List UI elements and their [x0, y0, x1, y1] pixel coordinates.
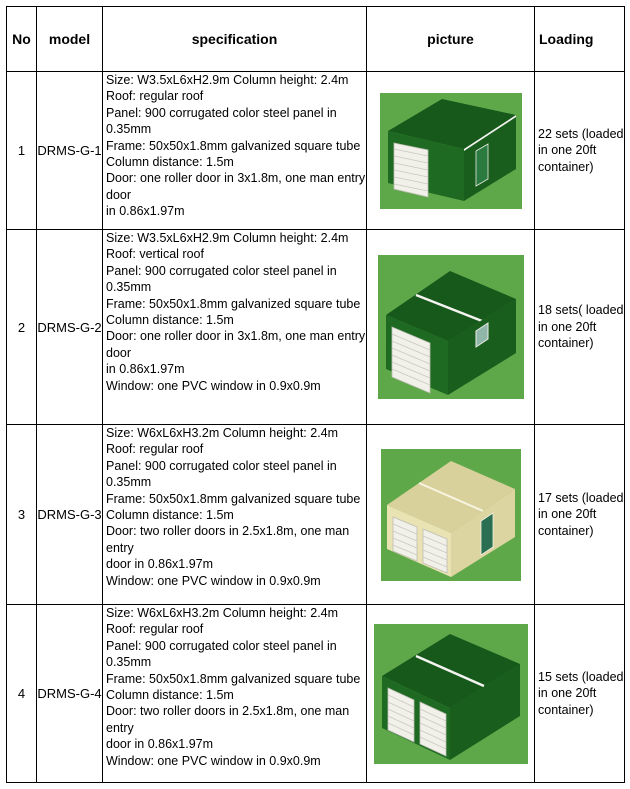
spec-column-distance: Column distance: 1.5m	[106, 688, 234, 703]
spec-door: Door: two roller doors in 2.5x1.8m, one man entry	[106, 524, 350, 555]
row-number: 2	[7, 230, 37, 425]
spec-door-size: in 0.86x1.97m	[106, 362, 185, 377]
shed-image-3	[381, 449, 521, 581]
spec-roof: Roof: regular roof	[106, 622, 204, 637]
row-number: 3	[7, 425, 37, 605]
model-code: DRMS-G-3	[37, 425, 103, 605]
table-row	[7, 72, 625, 230]
spec-door: Door: two roller doors in 2.5x1.8m, one man entry	[106, 704, 350, 735]
spec-size: Size: W6xL6xH3.2m Column height: 2.4m	[106, 426, 339, 440]
spec-door: Door: one roller door in 3x1.8m, one man entry door	[106, 171, 366, 202]
spec-frame: Frame: 50x50x1.8mm galvanized square tube	[106, 138, 361, 153]
header-no: No	[7, 7, 37, 72]
spec-panel: Panel: 900 corrugated color steel panel in 0.35mm	[106, 458, 337, 490]
loading-cell: 17 sets (loaded in one 20ft container)	[535, 425, 625, 605]
spec-size: Size: W3.5xL6xH2.9m Column height: 2.4m	[106, 73, 349, 87]
spec-panel: Panel: 900 corrugated color steel panel in 0.35mm	[106, 105, 337, 137]
spec-roof: Roof: regular roof	[106, 442, 204, 457]
row-number: 4	[7, 605, 37, 783]
shed-image-1	[380, 93, 522, 209]
spec-size: Size: W3.5xL6xH2.9m Column height: 2.4m	[106, 231, 349, 245]
spec-window: Window: one PVC window in 0.9x0.9m	[106, 753, 321, 768]
product-spec-table	[6, 6, 625, 783]
spec-window: Window: one PVC window in 0.9x0.9m	[106, 573, 321, 588]
model-code: DRMS-G-4	[37, 605, 103, 783]
loading-cell: 22 sets (loaded in one 20ft container)	[535, 72, 625, 230]
header-row	[7, 7, 625, 72]
row-number: 1	[7, 72, 37, 230]
spec-door-size: door in 0.86x1.97m	[106, 557, 214, 572]
spec-column-distance: Column distance: 1.5m	[106, 155, 234, 170]
table-row	[7, 605, 625, 783]
spec-frame: Frame: 50x50x1.8mm galvanized square tube	[106, 491, 361, 506]
table-row	[7, 425, 625, 605]
spec-frame: Frame: 50x50x1.8mm galvanized square tube	[106, 296, 361, 311]
header-model: model	[37, 7, 103, 72]
model-code: DRMS-G-2	[37, 230, 103, 425]
specification-cell	[103, 425, 367, 605]
spec-window: Window: one PVC window in 0.9x0.9m	[106, 378, 321, 393]
header-picture: picture	[367, 7, 535, 72]
spec-door: Door: one roller door in 3x1.8m, one man entry door	[106, 329, 366, 360]
specification-cell	[103, 230, 367, 425]
spec-column-distance: Column distance: 1.5m	[106, 508, 234, 523]
picture-cell	[367, 230, 535, 425]
header-loading: Loading	[535, 7, 625, 72]
spec-roof: Roof: regular roof	[106, 89, 204, 104]
header-specification: specification	[103, 7, 367, 72]
picture-cell	[367, 425, 535, 605]
spec-panel: Panel: 900 corrugated color steel panel in 0.35mm	[106, 263, 337, 295]
table-row	[7, 230, 625, 425]
model-code: DRMS-G-1	[37, 72, 103, 230]
product-table-frame	[6, 6, 624, 783]
specification-cell	[103, 605, 367, 783]
loading-cell: 18 sets( loaded in one 20ft container)	[535, 230, 625, 425]
loading-cell: 15 sets (loaded in one 20ft container)	[535, 605, 625, 783]
shed-image-4	[374, 624, 528, 764]
picture-cell	[367, 605, 535, 783]
spec-panel: Panel: 900 corrugated color steel panel in 0.35mm	[106, 638, 337, 670]
spec-size: Size: W6xL6xH3.2m Column height: 2.4m	[106, 606, 339, 620]
shed-image-2	[378, 255, 524, 399]
spec-door-size: in 0.86x1.97m	[106, 204, 185, 219]
picture-cell	[367, 72, 535, 230]
spec-column-distance: Column distance: 1.5m	[106, 313, 234, 328]
spec-roof: Roof: vertical roof	[106, 247, 204, 262]
spec-door-size: door in 0.86x1.97m	[106, 737, 214, 752]
spec-frame: Frame: 50x50x1.8mm galvanized square tube	[106, 671, 361, 686]
specification-cell	[103, 72, 367, 230]
